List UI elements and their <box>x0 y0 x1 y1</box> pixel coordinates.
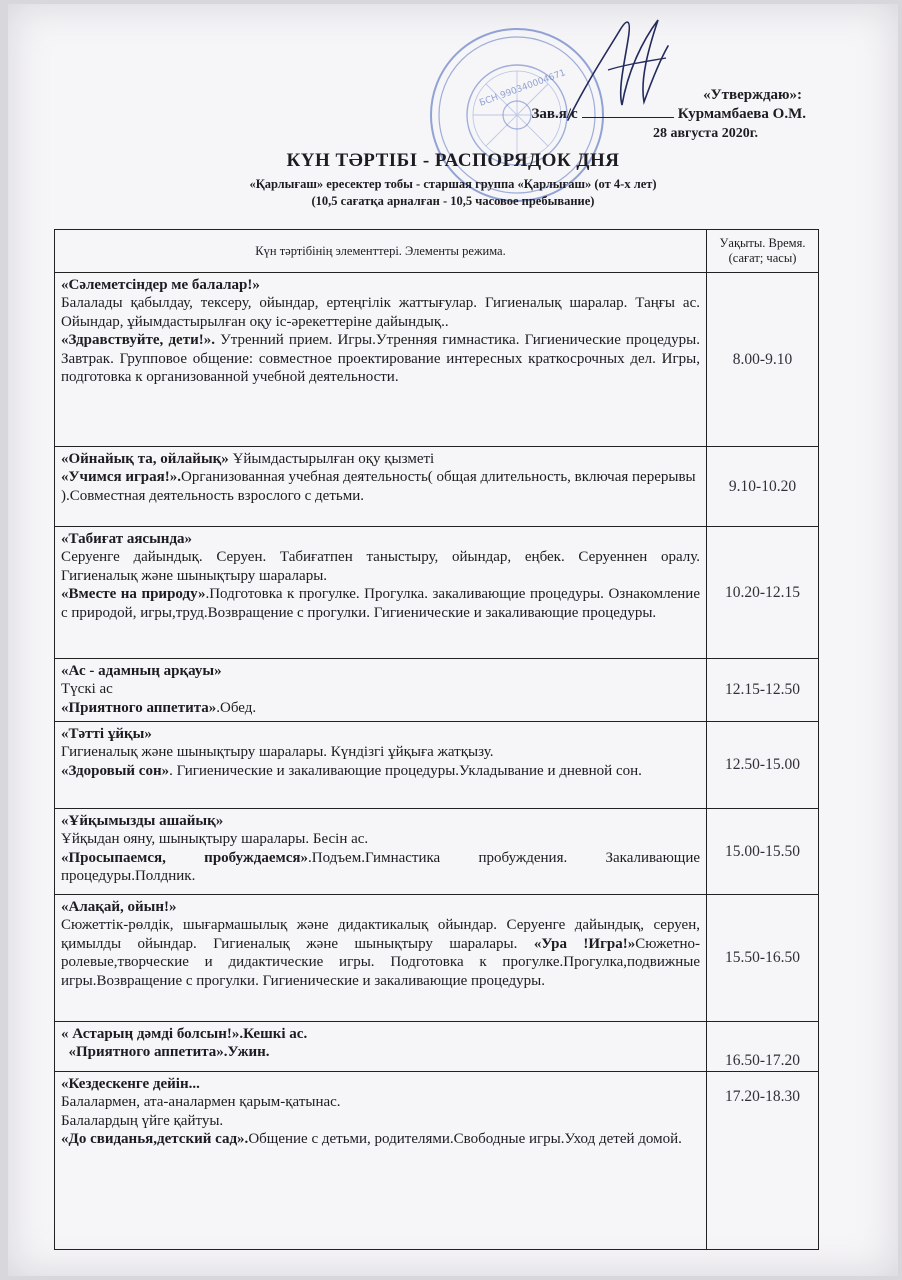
approval-name: Курмамбаева О.М. <box>677 106 806 122</box>
activity-text-ru: .Обед. <box>216 699 257 716</box>
activity-text-kz: Серуенге дайындық. Серуен. Табиғатпен таныстыру, ойындар, еңбек. Серуеннен оралу. Гигиеналық және шынықтыру шаралары. <box>61 549 700 584</box>
time-cell: 12.50-15.00 <box>707 722 819 809</box>
activity-text-ru: .Подготовка к прогулке. Прогулка. закаливающие процедуры. Ознакомление с природой, игры,труд.Возвращение с прогулки. Гигиенические и закаливающие процедуры. <box>61 586 700 621</box>
activity-heading-kz: «Табиғат аясында» <box>61 531 193 547</box>
activity-text-kz: Гигиеналық және шынықтыру шаралары. Күндізгі ұйқыға жатқызу. <box>61 744 494 761</box>
activity-cell <box>55 1072 707 1250</box>
table-row <box>55 1072 819 1250</box>
schedule-table <box>54 229 819 1250</box>
activity-heading-kz: «Ас - адамның арқауы» <box>61 663 222 679</box>
column-header-elements: Күн тәртібінің элементтері. Элементы режима. <box>55 230 707 273</box>
table-row <box>55 895 819 1022</box>
signature-line <box>582 117 674 118</box>
activity-heading-ru: «Приятного аппетита» <box>61 699 217 716</box>
activity-heading-kz: «Ойнайық та, ойлайық» <box>61 451 229 467</box>
time-cell: 16.50-17.20 <box>707 1022 819 1072</box>
activity-text-ru: Организованная учебная деятельность( общая длительность, включая перерывы ).Совместная деятельность взрослого с детьми. <box>61 469 696 504</box>
activity-cell <box>55 722 707 809</box>
activity-text-kz: Түскі ас <box>61 681 113 698</box>
activity-heading-ru: «Здоровый сон» <box>61 762 170 779</box>
activity-heading-kz: « Астарың дәмді болсын!».Кешкі ас. <box>61 1026 308 1042</box>
activity-text-kz: Балалармен, ата-аналармен қарым-қатынас. <box>61 1094 341 1111</box>
time-cell: 15.00-15.50 <box>707 809 819 895</box>
activity-heading-kz: «Тәтті ұйқы» <box>61 726 152 742</box>
time-cell: 10.20-12.15 <box>707 527 819 659</box>
activity-text-ru: Сюжетно-ролевые,творческие и дидактические игры. Подготовка к прогулке.Прогулка,подвижные игры.Возвращение с прогулки. Гигиенические и закаливающие процедуры. <box>61 935 700 989</box>
activity-cell <box>55 447 707 527</box>
activity-text-kz: Сюжеттік-рөлдік, шығармашылық және дидактикалық ойындар. Серуенге дайындық, серуен, қимылды ойындар. Гигиеналық және шынықтыру шаралары. <box>61 917 700 952</box>
time-cell: 12.15-12.50 <box>707 659 819 722</box>
approval-date: 28 августа 2020г. <box>652 126 758 141</box>
document-title: КҮН ТӘРТІБІ - РАСПОРЯДОК ДНЯ <box>286 150 620 171</box>
activity-cell <box>55 809 707 895</box>
activity-heading-kz: «Кездескенге дейін... <box>61 1076 200 1092</box>
activity-heading-kz: «Сәлеметсіндер ме балалар!» <box>61 277 260 293</box>
table-row <box>55 809 819 895</box>
table-row <box>55 659 819 722</box>
time-cell: 9.10-10.20 <box>707 447 819 527</box>
time-cell: 15.50-16.50 <box>707 895 819 1022</box>
activity-cell <box>55 1022 707 1072</box>
approval-heading: «Утверждаю»: <box>703 87 802 103</box>
table-row <box>55 722 819 809</box>
activity-text-ru: Общение с детьми, родителями.Свободные игры.Уход детей домой. <box>248 1131 682 1148</box>
activity-cell <box>55 895 707 1022</box>
time-cell: 8.00-9.10 <box>707 273 819 447</box>
seal-id-text: БСН 990340004671 <box>478 68 568 109</box>
column-header-time-line1: Уақыты. Время. <box>719 236 806 250</box>
document-subtitle-duration: (10,5 сағатқа арналған - 10,5 часовое пребывание) <box>311 194 595 208</box>
activity-heading-ru: «Вместе на природу» <box>61 586 206 603</box>
column-header-time <box>707 230 819 273</box>
activity-text-ru: . Гигиенические и закаливающие процедуры.Укладывание и дневной сон. <box>169 762 642 779</box>
activity-heading-ru: «Приятного аппетита».Ужин. <box>61 1044 270 1061</box>
activity-heading-ru: «До свиданья,детский сад». <box>61 1131 249 1148</box>
activity-heading-kz: «Ұйқымызды ашайық» <box>61 813 224 829</box>
activity-heading-kz: «Алақай, ойын!» <box>61 899 177 915</box>
approval-block <box>531 86 806 143</box>
table-row <box>55 1022 819 1072</box>
activity-heading-ru: «Просыпаемся, пробуждаемся» <box>61 849 309 866</box>
approval-signatory <box>531 105 806 124</box>
activity-text-kz: Ұйқыдан ояну, шынықтыру шаралары. Бесін ас. <box>61 831 369 848</box>
approval-position: Зав.я/с <box>531 106 578 122</box>
document-subtitle: «Қарлығаш» ересектер тобы - старшая группа «Қарлығаш» (от 4-х лет) <box>249 177 657 191</box>
time-cell: 17.20-18.30 <box>707 1072 819 1250</box>
activity-heading-ru: «Ура !Игра!» <box>533 935 636 952</box>
activity-cell <box>55 527 707 659</box>
activity-cell <box>55 273 707 447</box>
activity-heading-ru: «Учимся играя!». <box>61 469 182 486</box>
activity-text-kz: Балалады қабылдау, тексеру, ойындар, ертеңгілік жаттығулар. Гигиеналық шаралар. Таңғы ас. Ойындар, ұйымдастырылған оқу іс-әрекеттеріне дайындық.. <box>61 295 700 330</box>
table-row <box>55 527 819 659</box>
activity-text-ru: Утренний прием. Игры.Утренняя гимнастика. Гигиенические процедуры. Завтрак. Групповое общение: совместное проектирование интересных краткосрочных дел. Игры, подготовка к организованной учебной деятельности. <box>61 332 701 386</box>
table-header-row <box>55 230 819 273</box>
activity-text-kz: Ұйымдастырылған оқу қызметі <box>228 451 435 467</box>
table-row <box>55 447 819 527</box>
column-header-time-line2: (сағат; часы) <box>728 251 797 265</box>
activity-text-kz-2: Балалардың үйге қайтуы. <box>61 1112 224 1129</box>
table-row <box>55 273 819 447</box>
activity-text-ru: .Подъем.Гимнастика пробуждения. Закаливающие процедуры.Полдник. <box>61 849 701 885</box>
activity-cell <box>55 659 707 722</box>
activity-heading-ru: «Здравствуйте, дети!». <box>61 332 215 349</box>
